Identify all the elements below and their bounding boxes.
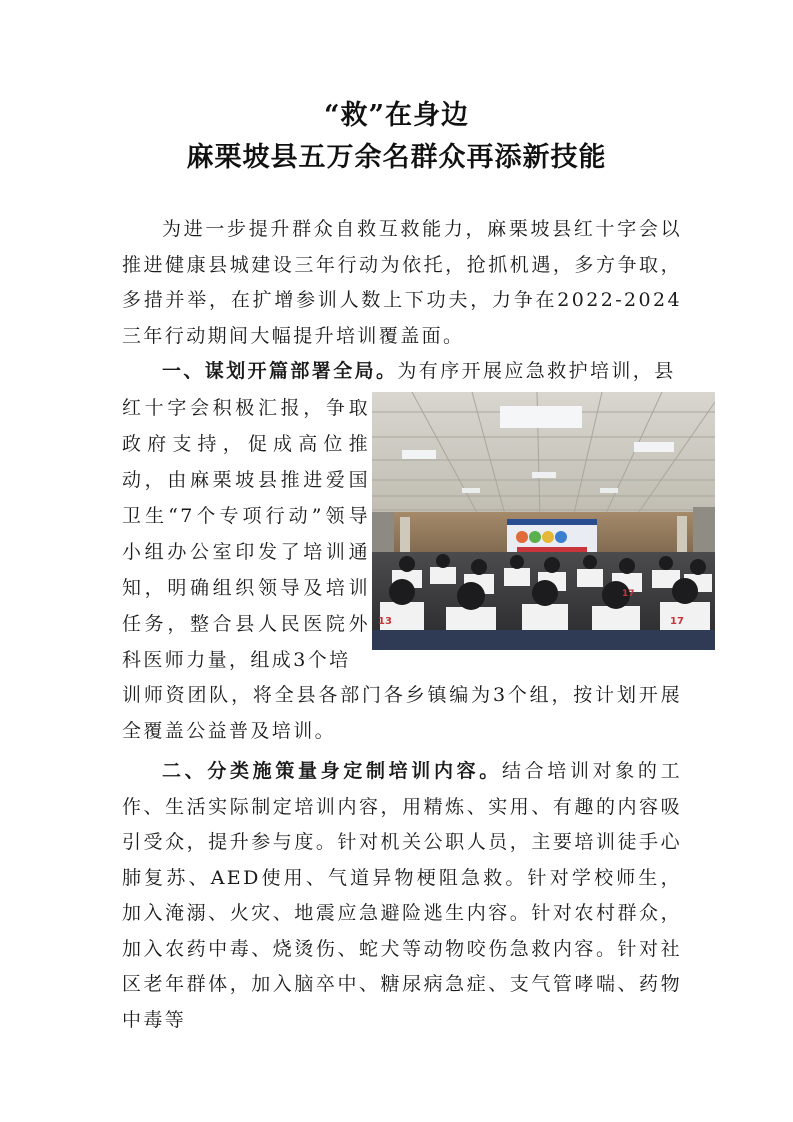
training-hall-image bbox=[372, 392, 715, 650]
article-title-line1: “救”在身边 bbox=[323, 100, 470, 131]
article-title-line2: 麻栗坡县五万余名群众再添新技能 bbox=[186, 142, 607, 173]
section1-wrapped-text: 红十字会积极汇报，争取政府支持，促成高位推动，由麻栗坡县推进爱国卫生“7个专项行动”领导小组办公室印发了培训通知，明确组织领导及培训任务，整合县人民医院外科医师力量，组成3个培 bbox=[122, 397, 370, 671]
section2-paragraph bbox=[122, 754, 682, 1038]
seat-number-1: 13 bbox=[378, 616, 392, 627]
training-photo bbox=[372, 392, 715, 650]
seat-number-2: 17 bbox=[622, 589, 635, 599]
intro-paragraph: 为进一步提升群众自救互救能力，麻栗坡县红十字会以推进健康县城建设三年行动为依托，抢抓机遇，多方争取，多措并举，在扩增参训人数上下功夫，力争在2022-2024三年行动期间大幅提升培训覆盖面。 bbox=[122, 218, 682, 347]
seat-number-3: 17 bbox=[670, 616, 684, 627]
section1-first-line bbox=[122, 354, 682, 390]
section2-body: 结合培训对象的工作、生活实际制定培训内容，用精炼、实用、有趣的内容吸引受众，提升参与度。针对机关公职人员，主要培训徒手心肺复苏、AED使用、气道异物梗阻急救。针对学校师生，加入淹溺、火灾、地震应急避险逃生内容。针对农村群众，加入农药中毒、烧烫伤、蛇犬等动物咬伤急救内容。针对社区老年群体，加入脑卒中、糖尿病急症、支气管哮喘、药物中毒等 bbox=[122, 760, 682, 1031]
section1-tail: 训师资团队，将全县各部门各乡镇编为3个组，按计划开展全覆盖公益普及培训。 bbox=[122, 684, 682, 742]
section1-heading: 一、谋划开篇部署全局。 bbox=[162, 360, 398, 382]
section2-heading: 二、分类施策量身定制培训内容。 bbox=[162, 760, 502, 782]
section1-lead: 为有序开展应急救护培训，县 bbox=[397, 360, 676, 382]
